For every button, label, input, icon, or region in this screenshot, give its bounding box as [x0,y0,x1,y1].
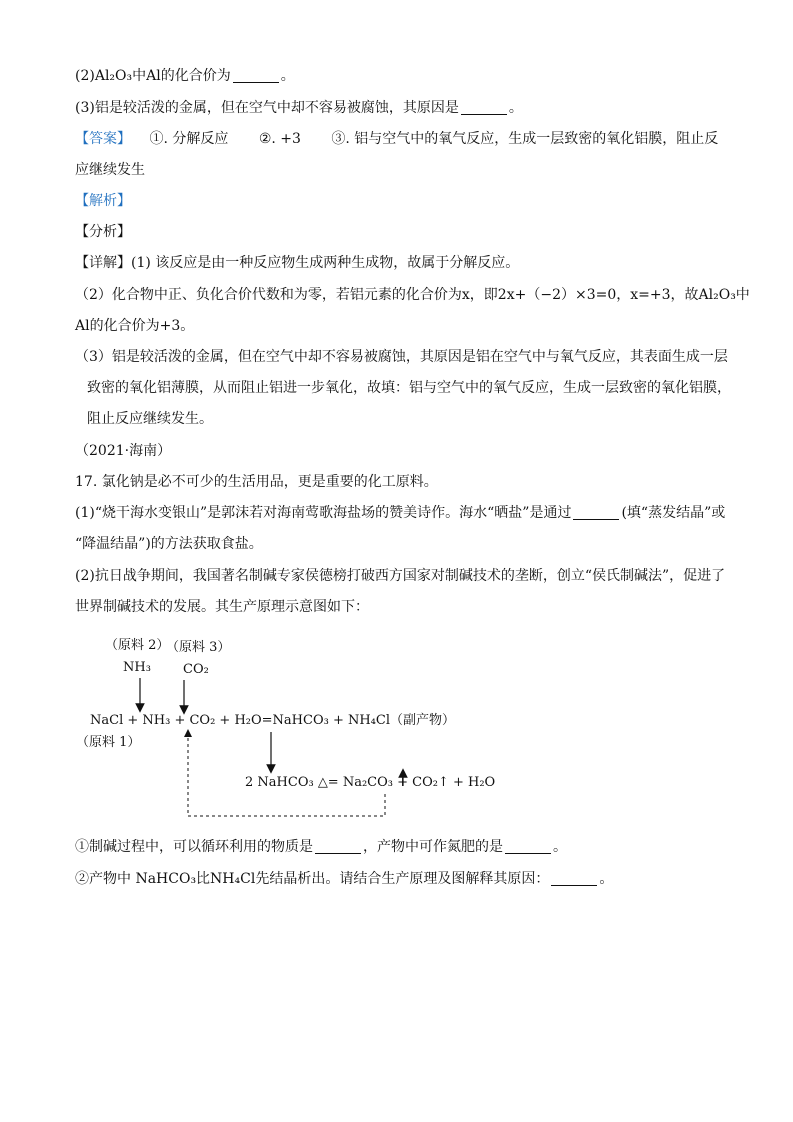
detail-3b: 致密的氧化铝薄膜，从而阻止铝进一步氧化，故填：铝与空气中的氧气反应，生成一层致密的氧化铝膜， [87,380,731,396]
q17-sub1-end: 。 [553,839,567,855]
q17-sub2 [75,869,613,889]
fenxi-tag: 【分析】 [75,224,131,240]
analysis-tag: 【解析】 [75,193,131,209]
q17-p2a: (2)抗日战争期间，我国著名制碱专家侯德榜打破西方国家对制碱技术的垄断，创立“侯氏制碱法”，促进了 [75,568,726,584]
co2-label: CO₂ [183,662,209,677]
q17-sub1-text: ①制碱过程中，可以循环利用的物质是 [75,839,313,855]
q17-sub1 [75,837,567,857]
q16-part3 [75,98,523,118]
q17-p1 [75,503,725,523]
q17-sub2-text: ②产物中 NaHCO₃比NH₄Cl先结晶析出。请结合生产原理及图解释其原因： [75,871,550,887]
raw-material-2-label: （原料 2） [105,638,170,653]
detail-2a: （2）化合物中正、负化合价代数和为零，若铝元素的化合价为x，即2x+（−2）×3=0，x=+3，故Al₂O₃中 [75,287,750,303]
process-diagram [76,632,496,832]
q16-part2 [75,66,295,86]
diagram-arrows [80,632,480,832]
raw-material-1-label: （原料 1） [76,735,141,750]
recycle-dashed-arrow [188,733,385,816]
answer-blank [505,839,551,854]
answer-blank [233,68,279,83]
question-source: （2021·海南） [75,443,172,459]
raw-material-3-label: （原料 3） [166,640,231,655]
answer-1: ①. 分解反应 [149,131,229,147]
nh3-label: NH₃ [123,660,151,675]
q17-stem: 17. 氯化钠是必不可少的生活用品，更是重要的化工原料。 [75,474,438,490]
q17-p2b: 世界制碱技术的发展。其生产原理示意图如下： [75,599,369,615]
q16-part2-text: (2)Al₂O₃中Al的化合价为 [75,68,231,84]
q17-p1-hint: (填“蒸发结晶”或 [621,505,726,521]
answer-blank [461,100,507,115]
detail-3c: 阻止反应继续发生。 [87,411,213,427]
equation-main: NaCl + NH₃ + CO₂ + H₂O=NaHCO₃ + NH₄Cl（副产物） [90,713,456,728]
q16-part3-end: 。 [508,100,523,116]
answer-blank [315,839,361,854]
answer-blank [573,505,619,520]
detail-1: 【详解】(1) 该反应是由一种反应物生成两种生成物，故属于分解反应。 [75,255,520,271]
answer-3: ③. 铝与空气中的氧气反应，生成一层致密的氧化铝膜，阻止反 [331,131,719,147]
answer-line [75,129,718,149]
equation-decomposition: 2 NaHCO₃ △= Na₂CO₃ + CO₂↑ + H₂O [245,775,496,790]
answer-2: ②. +3 [258,131,301,147]
q17-sub2-end: 。 [599,871,614,887]
answer-3-cont: 应继续发生 [75,162,145,178]
q17-sub1-text2: ，产物中可作氮肥的是 [363,839,503,855]
detail-3a: （3）铝是较活泼的金属，但在空气中却不容易被腐蚀，其原因是铝在空气中与氧气反应，其表面生成一层 [75,349,728,365]
q16-part2-end: 。 [280,68,295,84]
answer-blank [551,871,597,886]
q16-part3-text: (3)铝是较活泼的金属，但在空气中却不容易被腐蚀，其原因是 [75,100,459,116]
answer-tag: 【答案】 [75,131,131,147]
q17-p1-cont: “降温结晶”)的方法获取食盐。 [75,536,263,552]
q17-p1-text: (1)“烧干海水变银山”是郭沫若对海南莺歌海盐场的赞美诗作。海水“晒盐”是通过 [75,505,572,521]
detail-2b: Al的化合价为+3。 [75,318,195,334]
